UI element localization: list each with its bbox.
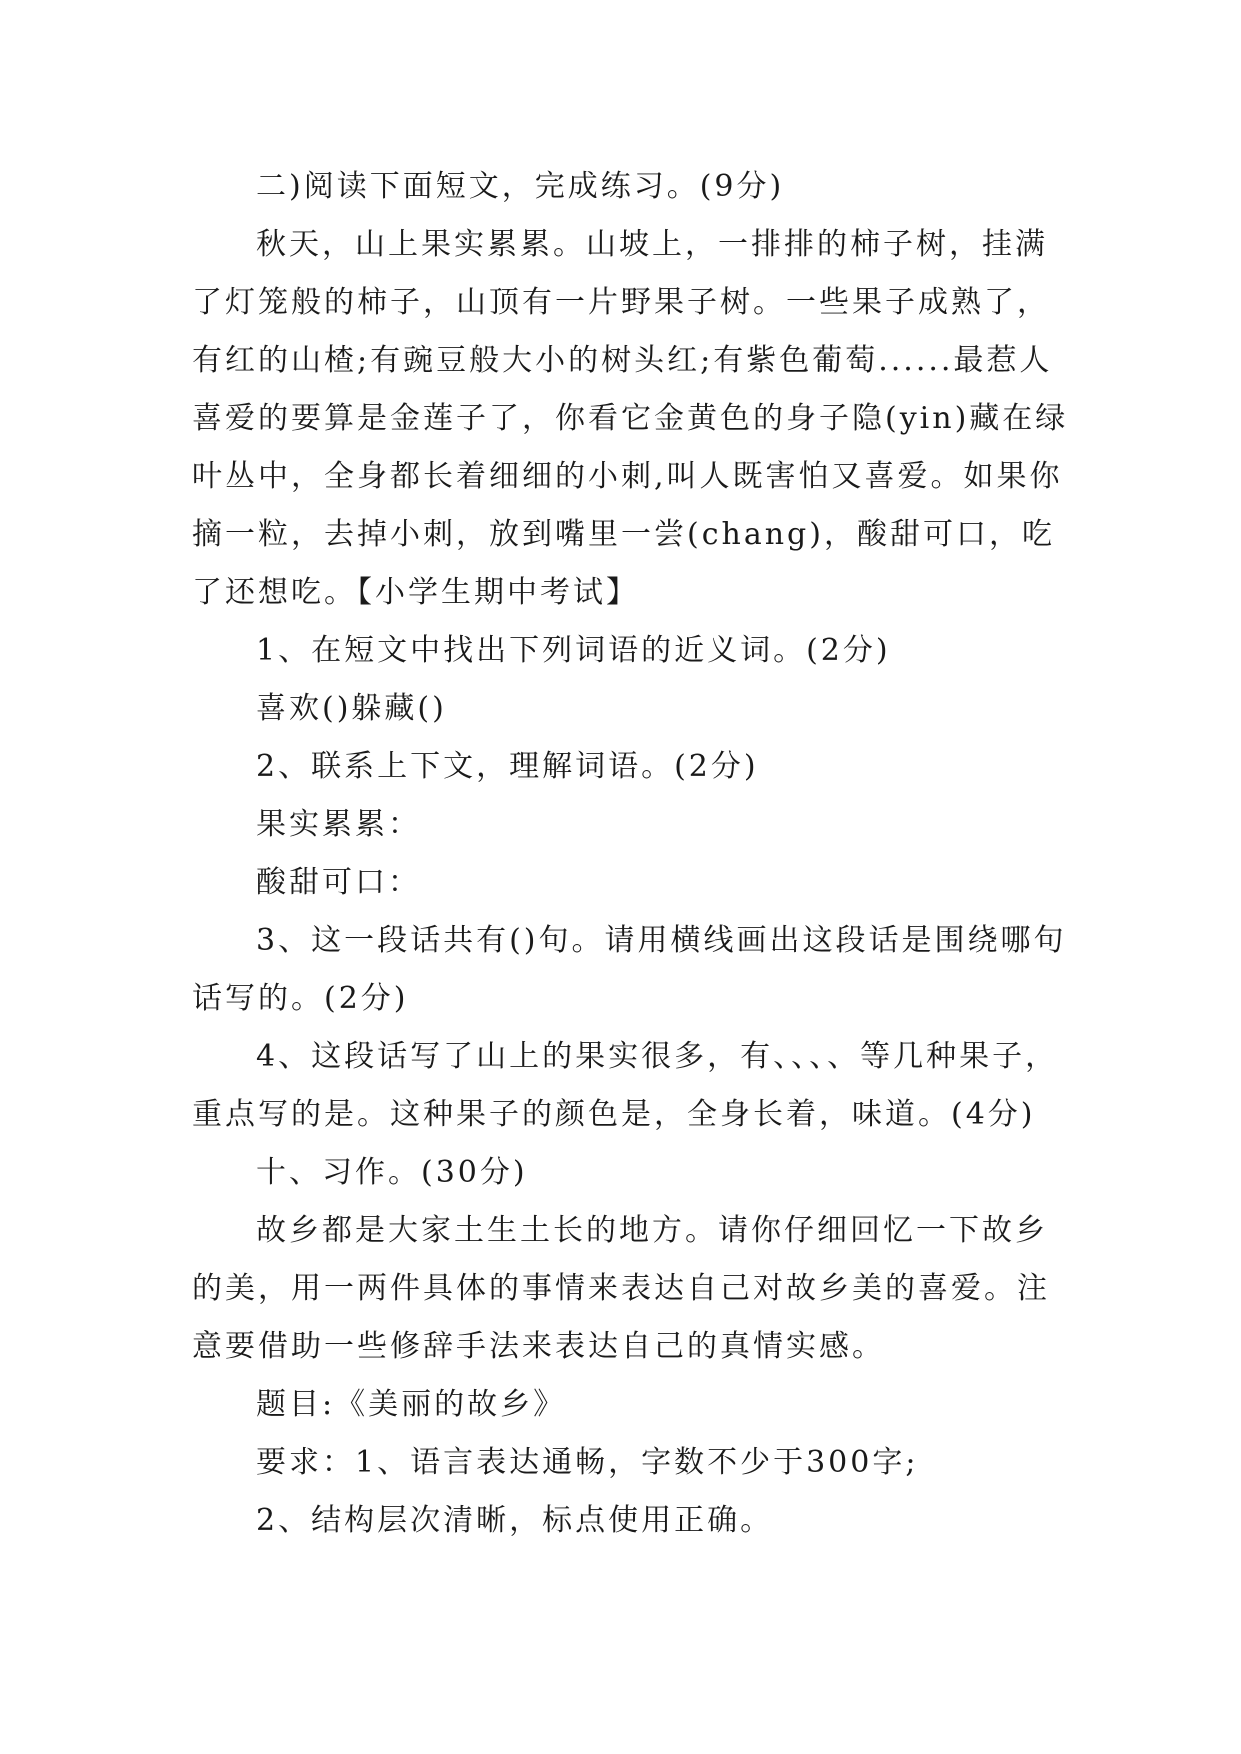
- question-1-blanks: 喜欢()躲藏(): [256, 691, 447, 726]
- composition-requirement-2: 2、结构层次清晰，标点使用正确。: [256, 1503, 774, 1538]
- question-4: 4、这段话写了山上的果实很多，有、、、、等几种果子，重点写的是。这种果子的颜色是，全身长着，味道。(4分): [192, 1039, 1059, 1132]
- document-content: [192, 158, 1072, 1550]
- composition-title: 题目:《美丽的故乡》: [256, 1387, 567, 1422]
- reading-passage: 秋天，山上果实累累。山坡上，一排排的柿子树，挂满了灯笼般的柿子，山顶有一片野果子树。一些果子成熟了，有红的山楂;有豌豆般大小的树头红;有紫色葡萄......最惹人喜爱的要算是金莲子了，你看它金黄色的身子隐(yin)藏在绿叶丛中，全身都长着细细的小刺,叫人既害怕又喜爱。如果你摘一粒，去掉小刺，放到嘴里一尝(chang)，酸甜可口，吃了还想吃。【小学生期中考试】: [192, 227, 1069, 610]
- section-title: 二)阅读下面短文，完成练习。(9分): [256, 169, 785, 204]
- composition-requirement-1: 要求：1、语言表达通畅，字数不少于300字;: [256, 1445, 919, 1480]
- composition-heading: 十、习作。(30分): [256, 1155, 528, 1190]
- composition-prompt: 故乡都是大家土生土长的地方。请你仔细回忆一下故乡的美，用一两件具体的事情来表达自己对故乡美的喜爱。注意要借助一些修辞手法来表达自己的真情实感。: [192, 1213, 1050, 1364]
- question-1: 1、在短文中找出下列词语的近义词。(2分): [256, 633, 891, 668]
- question-2-term-2: 酸甜可口：: [256, 865, 421, 900]
- question-2-term-1: 果实累累：: [256, 807, 421, 842]
- question-2: 2、联系上下文，理解词语。(2分): [256, 749, 759, 784]
- question-3: 3、这一段话共有()句。请用横线画出这段话是围绕哪句话写的。(2分): [192, 923, 1067, 1016]
